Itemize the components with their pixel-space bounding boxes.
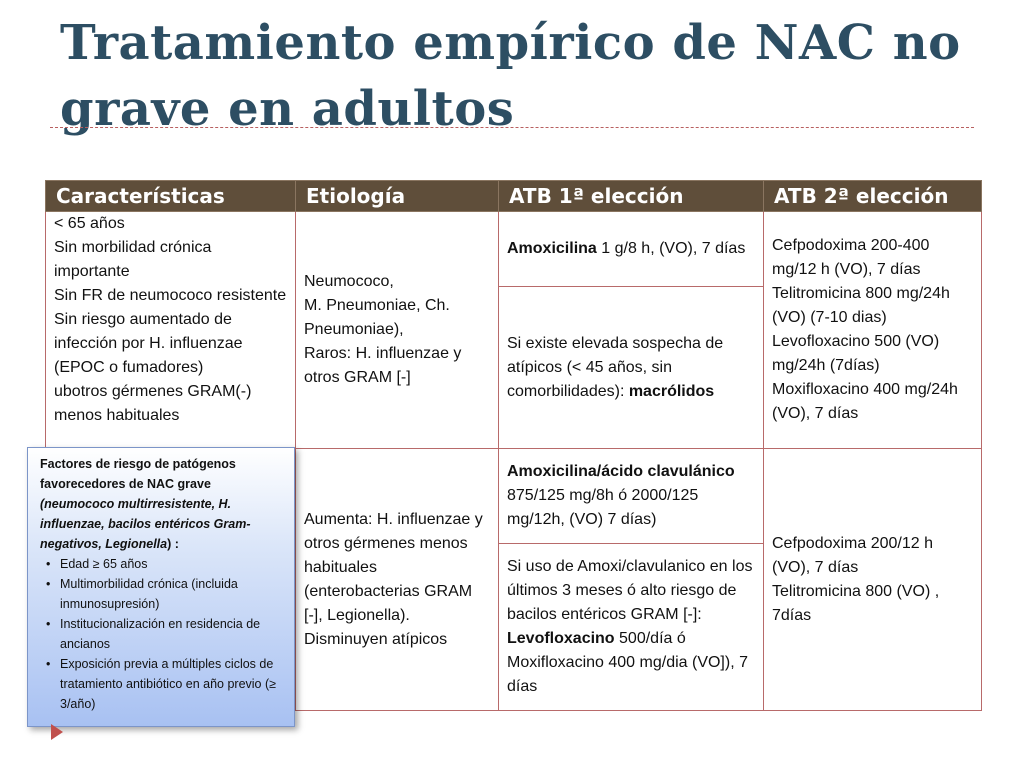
drug-name: Amoxicilina bbox=[507, 240, 597, 257]
condition-text: Si existe elevada sospecha de atípicos (< 45 años, sin comorbilidades): bbox=[507, 334, 724, 400]
etiologia-line: Raros: H. influenzae y otros GRAM [-] bbox=[304, 345, 462, 386]
header-etiologia: Etiología bbox=[296, 181, 499, 212]
atb2-line: Cefpodoxima 200/12 h (VO), 7 días bbox=[772, 534, 933, 576]
table-row bbox=[46, 212, 982, 287]
list-item: • Exposición previa a múltiples ciclos de tratamiento antibiótico en año previo (≥ 3/año) bbox=[60, 654, 284, 714]
caracteristica-item: Sin morbilidad crónica importante bbox=[54, 239, 212, 280]
caracteristica-item: < 65 años bbox=[54, 215, 125, 232]
list-item: • Edad ≥ 65 años bbox=[60, 554, 284, 574]
etiologia-cell: Aumenta: H. influenzae y otros gérmenes menos habituales (enterobacterias GRAM [-], Legionella). Disminuyen atípicos bbox=[296, 449, 499, 711]
dosage-text: 500/día ó Moxifloxacino 400 mg/dia (VO]), 7 días bbox=[507, 630, 748, 695]
risk-factors-heading bbox=[40, 454, 284, 554]
atb2-line: Cefpodoxima 200-400 mg/12 h (VO), 7 días bbox=[772, 237, 930, 278]
atb2-line: Telitromicina 800 (VO) , 7días bbox=[772, 582, 940, 624]
atb1-option-cell bbox=[499, 287, 764, 449]
list-item: • Institucionalización en residencia de ancianos bbox=[60, 614, 284, 654]
risk-factors-list bbox=[40, 554, 284, 714]
risk-heading-bold: Factores de riesgo de patógenos favorecedores de NAC grave bbox=[40, 457, 236, 491]
caracteristicas-cell bbox=[46, 212, 296, 449]
atb2-cell bbox=[764, 449, 982, 711]
etiologia-line: M. Pneumoniae, Ch. Pneumoniae), bbox=[304, 297, 450, 338]
list-item: • Multimorbilidad crónica (incluida inmunosupresión) bbox=[60, 574, 284, 614]
title-divider bbox=[50, 127, 974, 128]
caracteristica-item: Sin riesgo aumentado de infección por H. influenzae (EPOC o fumadores) bbox=[54, 311, 243, 376]
drug-name: Amoxicilina/ácido clavulánico bbox=[507, 463, 735, 480]
atb2-line: Telitromicina 800 mg/24h (VO) (7-10 dias) bbox=[772, 285, 950, 326]
header-caracteristicas: Características bbox=[46, 181, 296, 212]
caracteristica-item: ubotros gérmenes GRAM(-) menos habituales bbox=[54, 383, 252, 424]
etiologia-cell bbox=[296, 212, 499, 449]
risk-heading-paren: (neumococo multirresistente, H. influenzae, bacilos entéricos Gram-negativos, Legionella bbox=[40, 497, 251, 551]
etiologia-line: Neumococo, bbox=[304, 273, 394, 290]
atb2-line: Moxifloxacino 400 mg/24h (VO), 7 días bbox=[772, 381, 958, 422]
slide-arrow-marker bbox=[51, 724, 63, 740]
header-atb2: ATB 2ª elección bbox=[764, 181, 982, 212]
atb1-option-cell bbox=[499, 544, 764, 711]
dosage-text: 875/125 mg/8h ó 2000/125 mg/12h, (VO) 7 días) bbox=[507, 487, 699, 528]
atb1-option-cell bbox=[499, 449, 764, 544]
atb1-option-cell bbox=[499, 212, 764, 287]
drug-name: macrólidos bbox=[628, 382, 715, 400]
risk-factors-box bbox=[27, 447, 295, 727]
header-atb1: ATB 1ª elección bbox=[499, 181, 764, 212]
condition-text: Si uso de Amoxi/clavulanico en los últimos 3 meses ó alto riesgo de bacilos entéricos GRAM [-]: bbox=[507, 558, 753, 623]
drug-name: Levofloxacino bbox=[507, 630, 615, 647]
risk-heading-end: ) : bbox=[167, 537, 179, 551]
atb2-cell bbox=[764, 212, 982, 449]
slide-title: Tratamiento empírico de NAC no grave en adultos bbox=[60, 15, 961, 137]
caracteristica-item: Sin FR de neumococo resistente bbox=[54, 287, 287, 304]
dosage-text: 1 g/8 h, (VO), 7 días bbox=[596, 240, 746, 257]
atb2-line: Levofloxacino 500 (VO) mg/24h (7días) bbox=[772, 333, 940, 374]
table-header-row bbox=[46, 181, 982, 212]
